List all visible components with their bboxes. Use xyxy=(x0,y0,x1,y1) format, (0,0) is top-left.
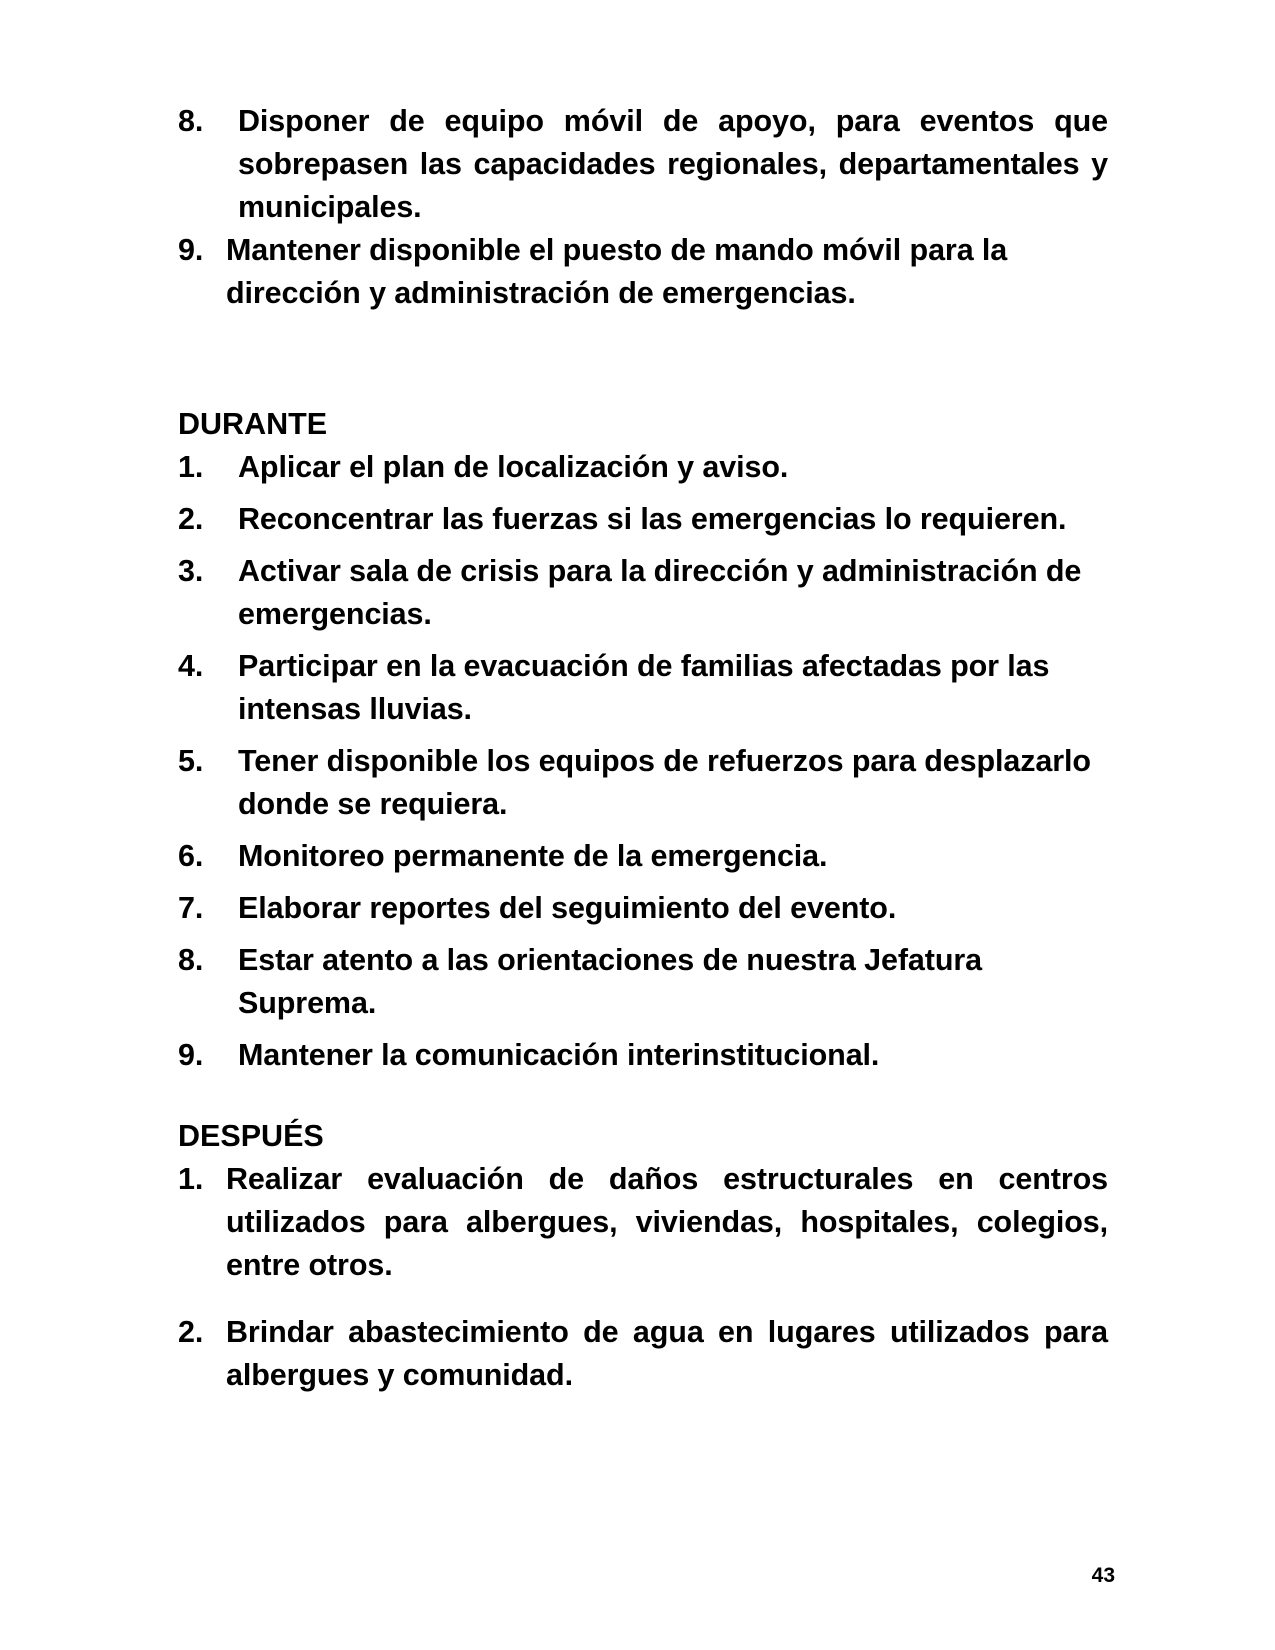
list-item-number: 8. xyxy=(178,104,204,138)
list-item xyxy=(178,939,1108,1025)
page-content xyxy=(178,100,1108,1421)
section-heading-despues: DESPUÉS xyxy=(178,1119,324,1153)
list-item-text: Elaborar reportes del seguimiento del evento. xyxy=(238,891,897,925)
list-item-number: 6. xyxy=(178,839,204,873)
list-item xyxy=(178,887,1108,930)
list-item-text: Brindar abastecimiento de agua en lugares utilizados para albergues y comunidad. xyxy=(226,1315,1108,1392)
list-item-text: Participar en la evacuación de familias afectadas por las intensas lluvias. xyxy=(238,649,1050,726)
continued-list xyxy=(178,100,1108,315)
list-item-text: Realizar evaluación de daños estructurales en centros utilizados para albergues, viviendas, hospitales, colegios, entre otros. xyxy=(226,1162,1108,1282)
list-item xyxy=(178,229,1108,315)
list-item-number: 8. xyxy=(178,943,204,977)
list-item-text: Mantener disponible el puesto de mando móvil para la dirección y administración de emergencias. xyxy=(226,233,1008,310)
section-heading-durante: DURANTE xyxy=(178,407,328,441)
list-item xyxy=(178,645,1108,731)
list-item xyxy=(178,1311,1108,1397)
list-item-text: Activar sala de crisis para la dirección y administración de emergencias. xyxy=(238,554,1082,631)
list-item-text: Disponer de equipo móvil de apoyo, para eventos que sobrepasen las capacidades regionales, departamentales y municipales. xyxy=(238,104,1108,224)
list-item xyxy=(178,550,1108,636)
list-item-text: Aplicar el plan de localización y aviso. xyxy=(238,450,789,484)
list-item-number: 2. xyxy=(178,502,204,536)
list-item-number: 1. xyxy=(178,450,204,484)
list-item-text: Tener disponible los equipos de refuerzos para desplazarlo donde se requiera. xyxy=(238,744,1091,821)
list-item xyxy=(178,498,1108,541)
list-item-text: Monitoreo permanente de la emergencia. xyxy=(238,839,828,873)
list-item-number: 4. xyxy=(178,649,204,683)
list-item-number: 3. xyxy=(178,554,204,588)
list-item-text: Mantener la comunicación interinstitucional. xyxy=(238,1038,880,1072)
list-item-number: 7. xyxy=(178,891,204,925)
list-item-number: 2. xyxy=(178,1315,204,1349)
list-item-number: 1. xyxy=(178,1162,204,1196)
list-item xyxy=(178,740,1108,826)
list-item-number: 9. xyxy=(178,233,204,267)
list-item xyxy=(178,1034,1108,1077)
durante-list xyxy=(178,446,1108,1077)
list-item-number: 9. xyxy=(178,1038,204,1072)
list-item xyxy=(178,100,1108,229)
list-item xyxy=(178,835,1108,878)
list-item-text: Estar atento a las orientaciones de nuestra Jefatura Suprema. xyxy=(238,943,983,1020)
despues-list xyxy=(178,1158,1108,1397)
list-item-text: Reconcentrar las fuerzas si las emergencias lo requieren. xyxy=(238,502,1067,536)
list-item-number: 5. xyxy=(178,744,204,778)
page-number: 43 xyxy=(1091,1564,1115,1587)
list-item xyxy=(178,1158,1108,1287)
list-item xyxy=(178,446,1108,489)
